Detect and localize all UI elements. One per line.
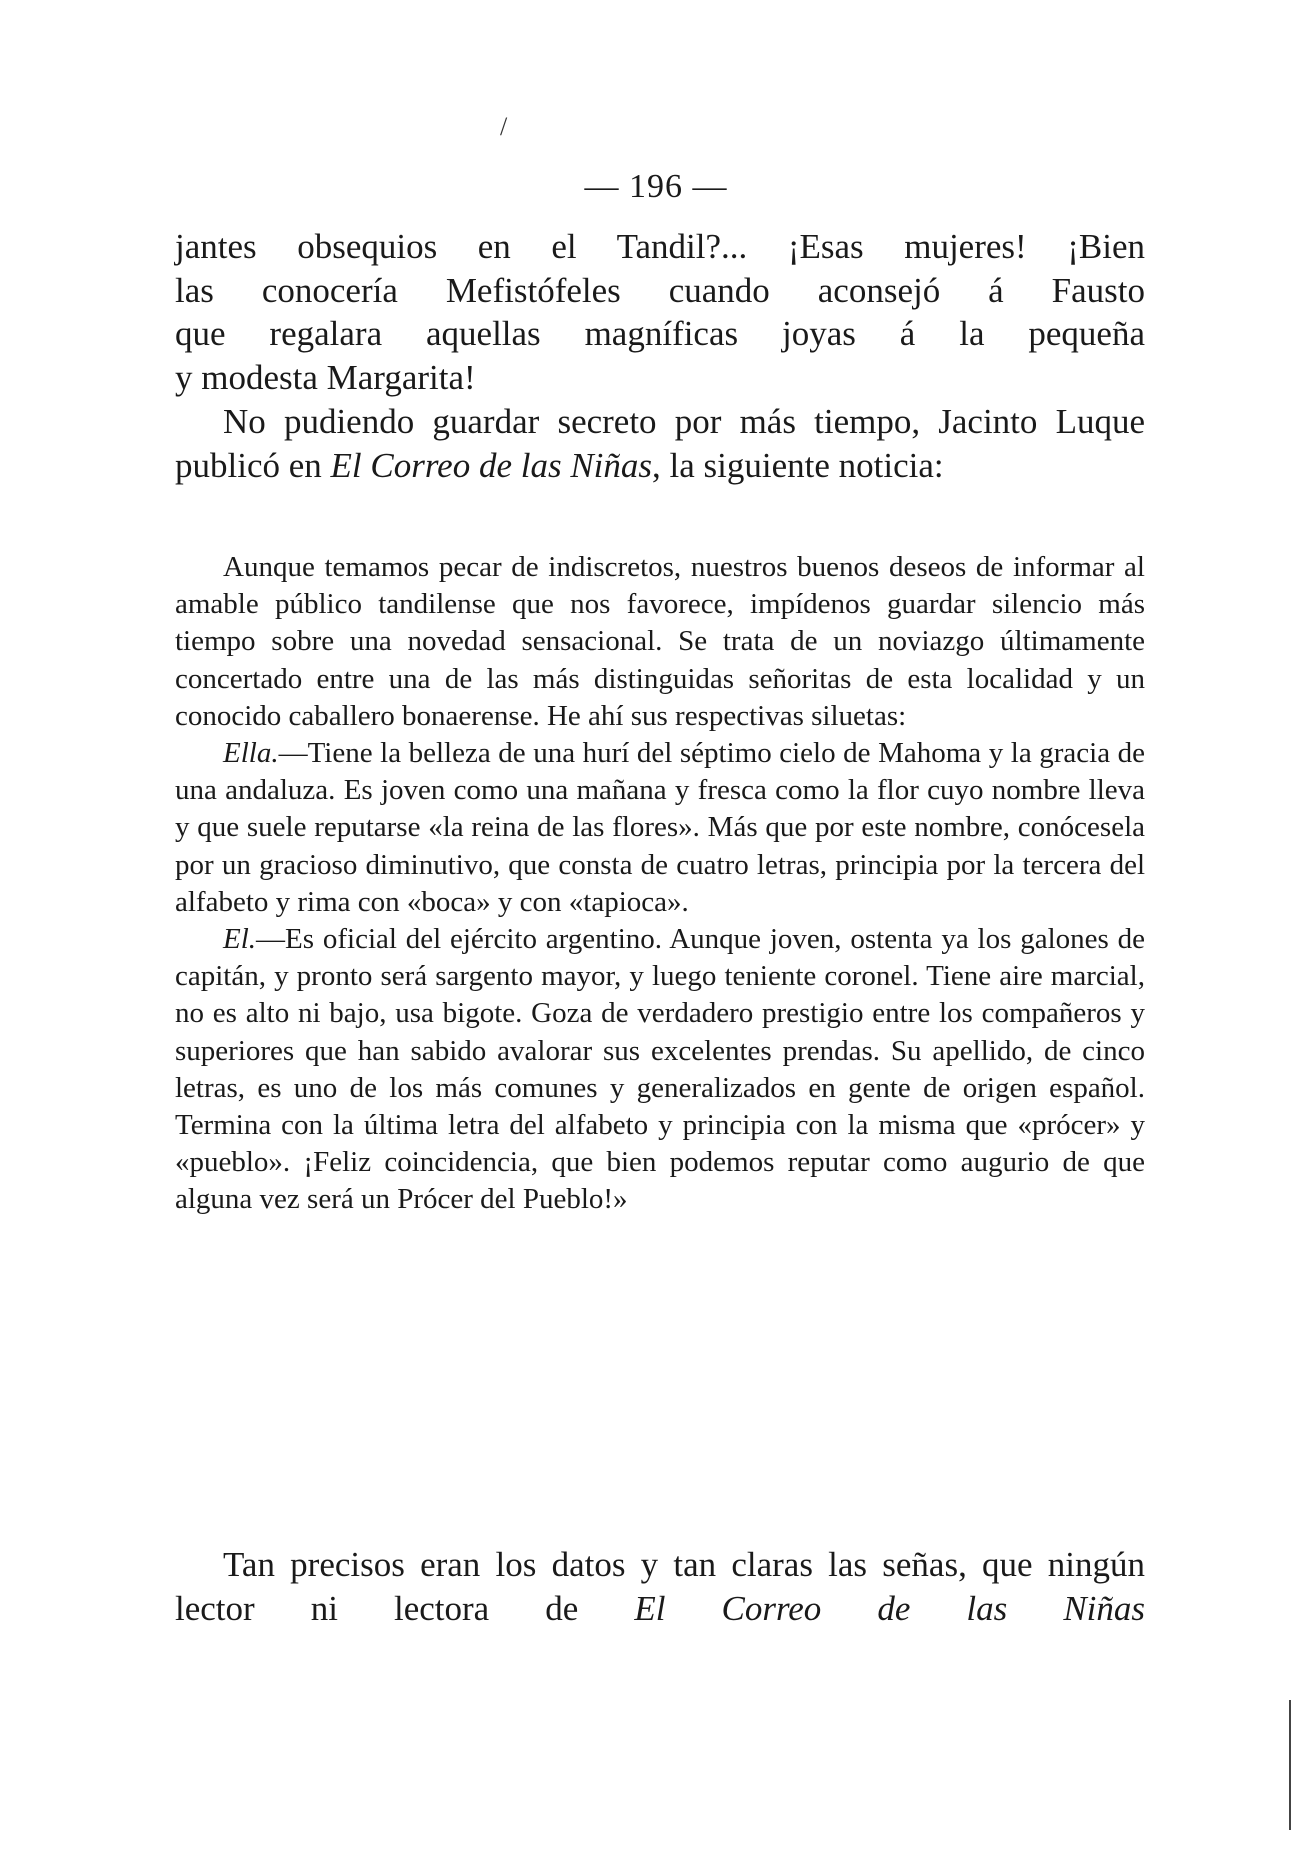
text-line: las conocería Mefistófeles cuando aconsejó á Fausto bbox=[175, 270, 1145, 310]
conclusion-text: Tan precisos eran los datos y tan claras las señas, que ningún lector ni lectora de bbox=[175, 1545, 1145, 1628]
notice-ella bbox=[175, 735, 1145, 921]
text-line: y modesta Margarita! bbox=[175, 357, 476, 397]
newspaper-notice bbox=[175, 549, 1145, 1219]
ella-label: Ella. bbox=[223, 737, 279, 770]
paragraph-conclusion bbox=[175, 1543, 1145, 1630]
stray-mark: / bbox=[500, 112, 508, 141]
paragraph-text-a: No pudiendo guardar secreto por más tiempo, Jacinto Luque publicó en bbox=[175, 402, 1145, 485]
page-edge-line bbox=[1289, 1700, 1291, 1830]
paragraph-continuation bbox=[175, 225, 1145, 399]
page-number: — 196 — bbox=[584, 168, 728, 205]
text-line: que regalara aquellas magníficas joyas á la pequeña bbox=[175, 314, 1145, 353]
el-label: El. bbox=[223, 923, 257, 956]
notice-intro: Aunque temamos pecar de indiscretos, nuestros buenos deseos de informar al amable público tandilense que nos favorece, impídenos guardar silencio más tiempo sobre una novedad sensacional. Se trata de un noviazgo últimamente concertado entre una de las más distinguidas señoritas de esta localidad y un conocido caballero bonaerense. He ahí sus respectivas siluetas: bbox=[175, 551, 1145, 732]
ella-text: —Tiene la belleza de una hurí del séptimo cielo de Mahoma y la gracia de una andaluza. Es joven como una mañana y fresca como la flor cuyo nombre lleva y que suele reputarse «la reina de las flores». Más que por este nombre, conócesela por un gracioso diminutivo, que consta de cuatro letras, principia por la tercera del alfabeto y rima con «boca» y con «tapioca». bbox=[175, 737, 1145, 918]
newspaper-title: El Correo de las Niñas bbox=[634, 1588, 1146, 1628]
paragraph-text bbox=[175, 1543, 1145, 1630]
paragraph-text-b: , la siguiente noticia: bbox=[652, 445, 944, 485]
paragraph-announcement-intro bbox=[175, 400, 1145, 487]
paragraph-text bbox=[175, 400, 1145, 487]
el-text: —Es oficial del ejército argentino. Aunque joven, ostenta ya los galones de capitán, y pronto será sargento mayor, y luego teniente coronel. Tiene aire marcial, no es alto ni bajo, usa bigote. Goza de verdadero prestigio entre los compañeros y superiores que han sabido avalorar sus excelentes prendas. Su apellido, de cinco letras, es uno de los más comunes y generalizados en gente de origen español. Termina con la última letra del alfabeto y principia con la misma que «prócer» y «pueblo». ¡Feliz coincidencia, que bien podemos reputar como augurio de que alguna vez será un Prócer del Pueblo!» bbox=[175, 923, 1145, 1216]
notice-el bbox=[175, 921, 1145, 1219]
newspaper-title: El Correo de las Niñas bbox=[330, 445, 653, 485]
text-line: jantes obsequios en el Tandil?... ¡Esas mujeres! ¡Bien bbox=[175, 227, 1145, 266]
